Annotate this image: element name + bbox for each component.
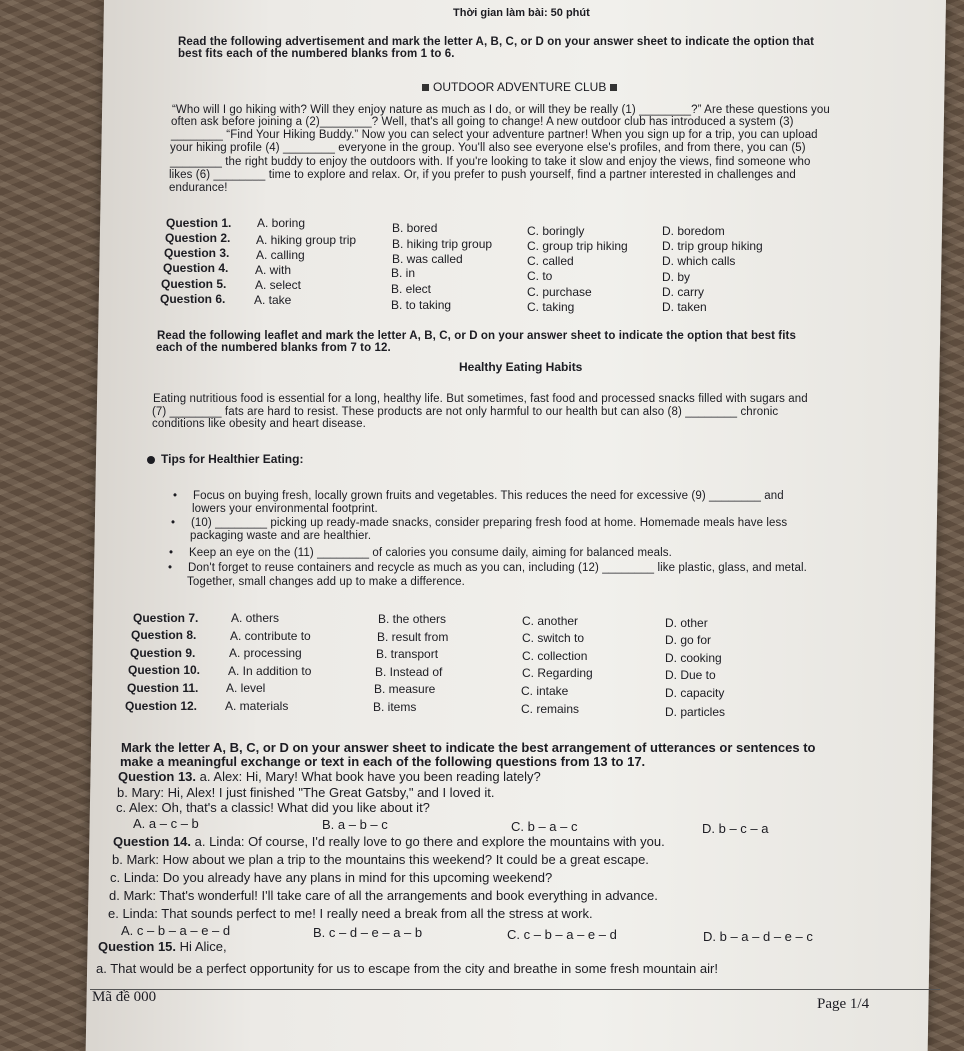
option-d: D. particles — [665, 705, 726, 719]
utterance: a. Alex: Hi, Mary! What book have you been reading lately? — [199, 769, 541, 784]
utterance: a. Linda: Of course, I'd really love to go there and explore the mountains with you. — [194, 834, 665, 849]
option-c: C. b – a – c — [511, 819, 578, 834]
section1-title — [418, 80, 621, 94]
option-d: D. Due to — [665, 668, 716, 682]
option-d: D. by — [662, 270, 691, 284]
option-d: D. trip group hiking — [662, 239, 763, 253]
option-d: D. b – a – d – e – c — [703, 929, 813, 944]
option-a: A. with — [255, 263, 292, 277]
question-label: Question 8. — [131, 628, 197, 642]
option-c: C. to — [527, 269, 553, 283]
passage1-line: your hiking profile (4) ________ everyone in the group. You'll also see everyone else's profiles, and from there, you can (5) — [170, 142, 806, 154]
option-c: C. remains — [521, 702, 580, 716]
utterance: b. Mark: How about we plan a trip to the mountains this weekend? It could be a great escape. — [112, 852, 649, 867]
passage1-line: endurance! — [169, 182, 228, 194]
option-d: D. which calls — [662, 254, 736, 268]
option-a: A. level — [226, 681, 266, 695]
page-number: Page 1/4 — [817, 996, 870, 1012]
option-d: D. cooking — [665, 651, 722, 665]
option-b: B. transport — [376, 647, 439, 661]
question-label: Question 9. — [130, 646, 196, 660]
option-b: B. hiking trip group — [392, 237, 493, 251]
question-label: Question 4. — [163, 261, 229, 275]
square-bullet-icon — [422, 84, 429, 91]
option-d: D. b – c – a — [702, 821, 769, 836]
time-limit: Thời gian làm bài: 50 phút — [453, 7, 590, 19]
option-a: A. contribute to — [230, 629, 311, 643]
section3-instruction-line2: make a meaningful exchange or text in each of the following questions from 13 to 17. — [120, 754, 646, 769]
passage1-line: “Who will I go hiking with? Will they enjoy nature as much as I do, or will they be really (1) ________?” Are these questions you — [172, 104, 830, 116]
passage1-line: ________ “Find Your Hiking Buddy.” Now you can select your adventure partner! When you sign up for a trip, you can upload — [171, 129, 818, 141]
option-c: C. called — [527, 254, 574, 268]
option-b: B. Instead of — [375, 665, 443, 679]
question-label: Question 7. — [133, 611, 199, 625]
option-b: B. was called — [392, 252, 463, 266]
option-d: D. capacity — [665, 686, 725, 700]
option-d: D. taken — [662, 300, 707, 314]
passage1-line: likes (6) ________ time to explore and relax. Or, if you prefer to push yourself, find a partner interested in challenges and — [169, 169, 796, 181]
option-a: A. boring — [257, 216, 306, 230]
option-d: D. carry — [662, 285, 704, 299]
option-b: B. items — [373, 700, 417, 714]
tip-item-continued: packaging waste and are healthier. — [190, 530, 372, 542]
option-a: A. hiking group trip — [256, 233, 357, 247]
option-a: A. In addition to — [228, 664, 312, 678]
option-a: A. take — [254, 293, 292, 307]
section1-instruction-line2: best fits each of the numbered blanks from 1 to 6. — [178, 48, 455, 60]
question-label: Question 3. — [164, 246, 230, 260]
option-b: B. in — [391, 266, 416, 280]
tip-closing: Together, small changes add up to make a difference. — [187, 576, 465, 588]
option-c: C. collection — [522, 649, 588, 663]
section2-title: Healthy Eating Habits — [459, 360, 583, 374]
option-a: A. others — [231, 611, 280, 625]
utterance: e. Linda: That sounds perfect to me! I really need a break from all the stress at work. — [108, 906, 593, 921]
tip-item-continued: lowers your environmental footprint. — [192, 503, 378, 515]
tips-heading — [147, 452, 303, 466]
option-a: A. select — [255, 278, 302, 292]
utterance: a. That would be a perfect opportunity for us to escape from the city and breathe in some fresh mountain air! — [96, 961, 718, 976]
footer-divider — [90, 989, 940, 990]
utterance: c. Alex: Oh, that's a classic! What did you like about it? — [116, 800, 430, 815]
question-label: Question 2. — [165, 231, 231, 245]
option-b: B. result from — [377, 630, 449, 644]
passage1-line: often ask before joining a (2)________? Well, that's all going to change! A new outdoor club has introduced a system (3) — [171, 116, 794, 128]
option-b: B. the others — [378, 612, 447, 626]
option-d: D. go for — [665, 633, 712, 647]
question-label: Question 15. — [98, 939, 177, 954]
question-14-line-a — [113, 834, 665, 849]
option-b: B. c – d – e – a – b — [313, 925, 423, 940]
question-15-header — [98, 939, 227, 954]
option-b: B. elect — [391, 282, 432, 296]
question-label: Question 12. — [125, 699, 198, 713]
option-b: B. bored — [392, 221, 438, 235]
option-b: B. measure — [374, 682, 436, 696]
square-bullet-icon — [610, 84, 617, 91]
question-label: Question 13. — [118, 769, 197, 784]
tip-item: • Focus on buying fresh, locally grown fruits and vegetables. This reduces the need for excessive (9) ________ and — [193, 490, 784, 502]
section1-instruction-line1: Read the following advertisement and mark the letter A, B, C, or D on your answer sheet to indicate the option that — [178, 36, 814, 48]
utterance: d. Mark: That's wonderful! I'll take care of all the arrangements and book everything in advance. — [109, 888, 658, 903]
option-a: A. c – b – a – e – d — [121, 923, 231, 938]
option-c: C. group trip hiking — [527, 239, 628, 253]
option-a: A. calling — [256, 248, 305, 262]
section3-instruction-line1: Mark the letter A, B, C, or D on your answer sheet to indicate the best arrangement of utterances or sentences to — [121, 740, 816, 755]
tips-title: Tips for Healthier Eating: — [161, 452, 304, 466]
passage2-line: conditions like obesity and heart disease. — [152, 418, 366, 430]
question-label: Question 14. — [113, 834, 192, 849]
tip-item: • Don't forget to reuse containers and recycle as much as you can, including (12) ________ like plastic, glass, and metal. — [188, 562, 807, 574]
option-c: C. purchase — [527, 285, 592, 299]
question-label: Question 10. — [128, 663, 201, 677]
letter-greeting: Hi Alice, — [179, 939, 227, 954]
question-label: Question 5. — [161, 277, 227, 291]
utterance: c. Linda: Do you already have any plans in mind for this upcoming weekend? — [110, 870, 553, 885]
bullet-icon — [147, 456, 155, 464]
passage2-line: Eating nutritious food is essential for a long, healthy life. But sometimes, fast food and processed snacks filled with sugars and — [153, 393, 808, 405]
section2-instruction-line2: each of the numbered blanks from 7 to 12. — [156, 342, 391, 354]
option-c: C. boringly — [527, 224, 585, 238]
question-label: Question 11. — [127, 681, 199, 695]
option-c: C. Regarding — [522, 666, 593, 680]
option-a: A. processing — [229, 646, 302, 660]
question-label: Question 6. — [160, 292, 226, 306]
option-c: C. intake — [521, 684, 569, 698]
utterance: b. Mary: Hi, Alex! I just finished "The Great Gatsby," and I loved it. — [117, 785, 495, 800]
option-c: C. switch to — [522, 631, 585, 645]
option-d: D. boredom — [662, 224, 725, 238]
option-a: A. a – c – b — [133, 816, 199, 831]
option-d: D. other — [665, 616, 708, 630]
section1-title-text: OUTDOOR ADVENTURE CLUB — [433, 80, 607, 94]
tip-item: • Keep an eye on the (11) ________ of calories you consume daily, aiming for balanced meals. — [189, 547, 672, 559]
option-b: B. a – b – c — [322, 817, 388, 832]
exam-code: Mã đề 000 — [92, 989, 157, 1005]
passage1-line: ________ the right buddy to enjoy the outdoors with. If you're looking to take it slow and enjoy the views, find someone who — [170, 156, 811, 168]
option-c: C. c – b – a – e – d — [507, 927, 617, 942]
option-c: C. taking — [527, 300, 575, 314]
option-c: C. another — [522, 614, 579, 628]
question-13-line-a — [118, 769, 541, 784]
passage2-line: (7) ________ fats are hard to resist. These products are not only harmful to our health but can also (8) ________ chronic — [152, 406, 779, 418]
option-a: A. materials — [225, 699, 289, 713]
tip-item: • (10) ________ picking up ready-made snacks, consider preparing fresh food at home. Homemade meals have less — [191, 517, 787, 529]
option-b: B. to taking — [391, 298, 452, 312]
section2-instruction-line1: Read the following leaflet and mark the letter A, B, C, or D on your answer sheet to indicate the option that best fits — [157, 330, 796, 342]
question-label: Question 1. — [166, 216, 232, 230]
